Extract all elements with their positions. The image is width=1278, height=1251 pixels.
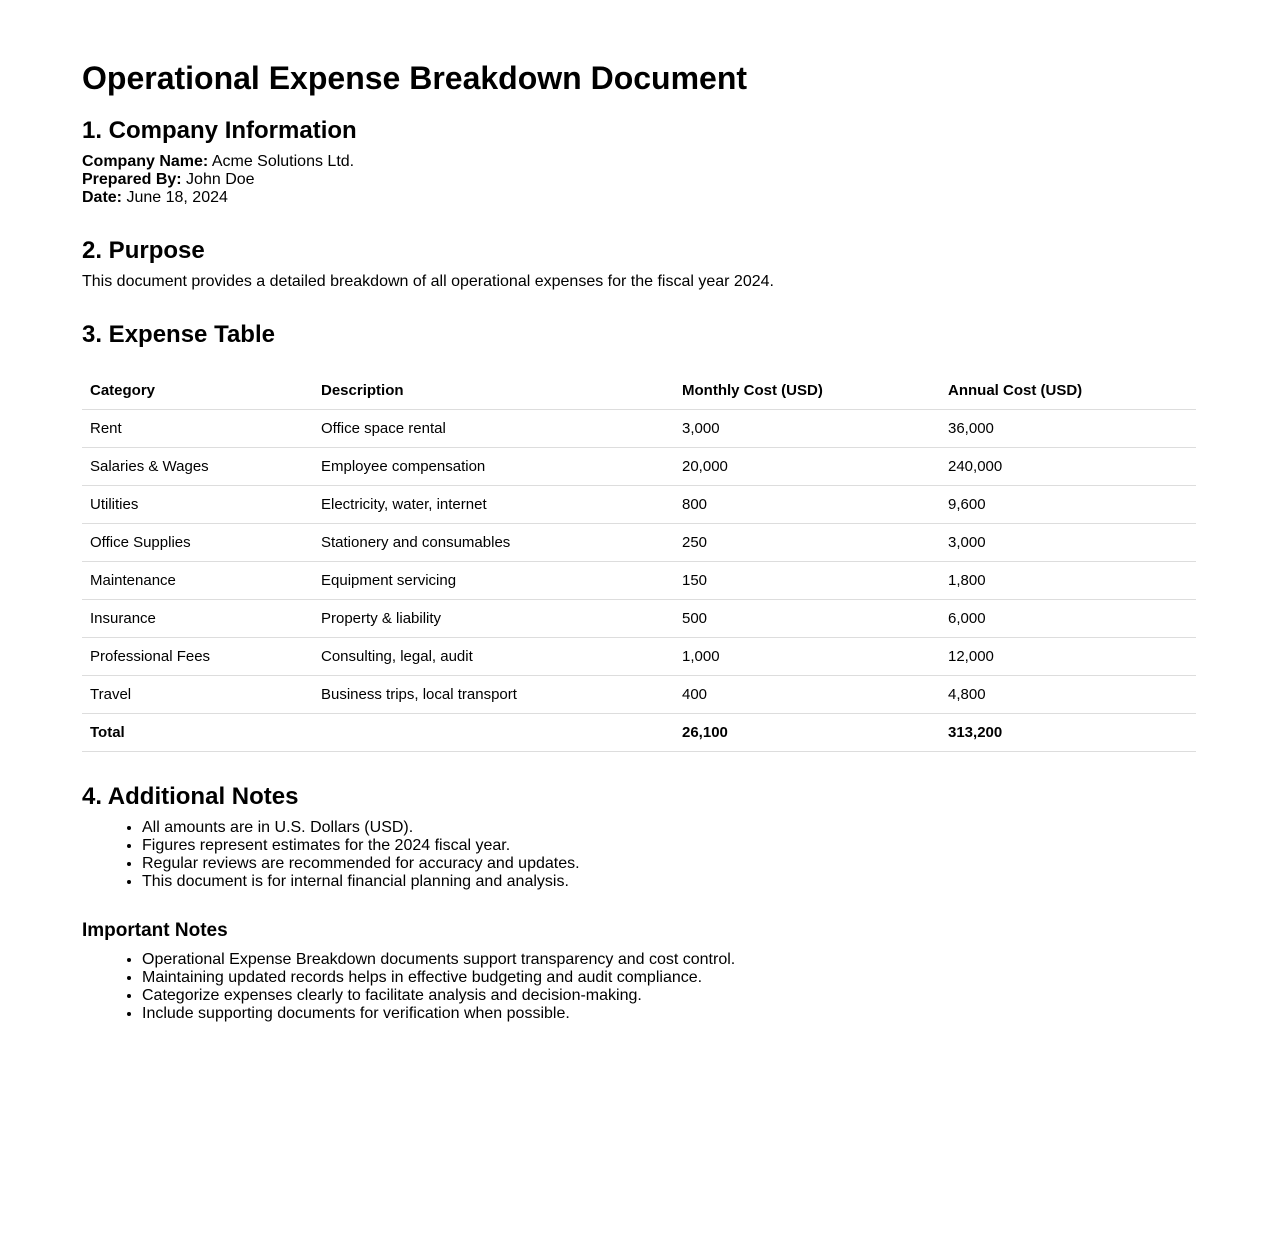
additional-notes-heading: 4. Additional Notes [82,783,299,810]
table-row [82,448,1196,486]
list-item: • All amounts are in U.S. Dollars (USD). [142,819,580,837]
expense-table [82,372,1196,752]
table-header-row [82,372,1196,410]
list-item: • Maintaining updated records helps in effective budgeting and audit compliance. [142,969,735,987]
description-cell: Electricity, water, internet [313,486,674,524]
monthly-cost-cell: 500 [674,600,940,638]
list-item: • Regular reviews are recommended for accuracy and updates. [142,855,580,873]
total-monthly-cost-cell: 26,100 [674,714,940,752]
description-cell: Property & liability [313,600,674,638]
list-item: • Figures represent estimates for the 2024 fiscal year. [142,837,580,855]
monthly-cost-cell: 20,000 [674,448,940,486]
list-item: • Categorize expenses clearly to facilitate analysis and decision-making. [142,987,735,1005]
date-value: June 18, 2024 [126,189,228,206]
date-line [82,189,228,207]
prepared-by-line [82,171,255,189]
purpose-heading: 2. Purpose [82,237,205,264]
annual-cost-cell: 240,000 [940,448,1196,486]
column-header-description: Description [313,372,674,410]
monthly-cost-cell: 800 [674,486,940,524]
list-item: • Operational Expense Breakdown documents support transparency and cost control. [142,951,735,969]
description-cell: Business trips, local transport [313,676,674,714]
description-cell: Employee compensation [313,448,674,486]
monthly-cost-cell: 250 [674,524,940,562]
column-header-annual-cost: Annual Cost (USD) [940,372,1196,410]
description-cell: Consulting, legal, audit [313,638,674,676]
annual-cost-cell: 6,000 [940,600,1196,638]
total-annual-cost-cell: 313,200 [940,714,1196,752]
monthly-cost-cell: 1,000 [674,638,940,676]
annual-cost-cell: 1,800 [940,562,1196,600]
column-header-category: Category [82,372,313,410]
total-description-cell [313,714,674,752]
total-row [82,714,1196,752]
total-label-cell: Total [82,714,313,752]
company-name-value: Acme Solutions Ltd. [211,153,355,170]
category-cell: Salaries & Wages [82,448,313,486]
category-cell: Office Supplies [82,524,313,562]
table-row [82,638,1196,676]
table-row [82,486,1196,524]
category-cell: Travel [82,676,313,714]
date-label: Date: [82,189,123,206]
category-cell: Maintenance [82,562,313,600]
annual-cost-cell: 36,000 [940,410,1196,448]
table-row [82,524,1196,562]
category-cell: Rent [82,410,313,448]
description-cell: Equipment servicing [313,562,674,600]
category-cell: Utilities [82,486,313,524]
table-row [82,562,1196,600]
table-row [82,410,1196,448]
table-row [82,600,1196,638]
company-name-line [82,153,354,171]
prepared-by-label: Prepared By: [82,171,182,188]
description-cell: Office space rental [313,410,674,448]
company-info-heading: 1. Company Information [82,117,357,144]
important-notes-heading: Important Notes [82,920,228,941]
prepared-by-value: John Doe [186,171,255,188]
monthly-cost-cell: 400 [674,676,940,714]
annual-cost-cell: 9,600 [940,486,1196,524]
annual-cost-cell: 4,800 [940,676,1196,714]
monthly-cost-cell: 150 [674,562,940,600]
table-row [82,676,1196,714]
column-header-monthly-cost: Monthly Cost (USD) [674,372,940,410]
important-notes-list [82,951,735,1023]
description-cell: Stationery and consumables [313,524,674,562]
list-item: • Include supporting documents for verification when possible. [142,1005,735,1023]
list-item: • This document is for internal financial planning and analysis. [142,873,580,891]
purpose-text: This document provides a detailed breakdown of all operational expenses for the fiscal year 2024. [82,273,774,290]
annual-cost-cell: 12,000 [940,638,1196,676]
monthly-cost-cell: 3,000 [674,410,940,448]
category-cell: Professional Fees [82,638,313,676]
expense-table-heading: 3. Expense Table [82,321,275,348]
document-title: Operational Expense Breakdown Document [82,60,748,96]
annual-cost-cell: 3,000 [940,524,1196,562]
company-name-label: Company Name: [82,153,209,170]
category-cell: Insurance [82,600,313,638]
additional-notes-list [82,819,580,891]
